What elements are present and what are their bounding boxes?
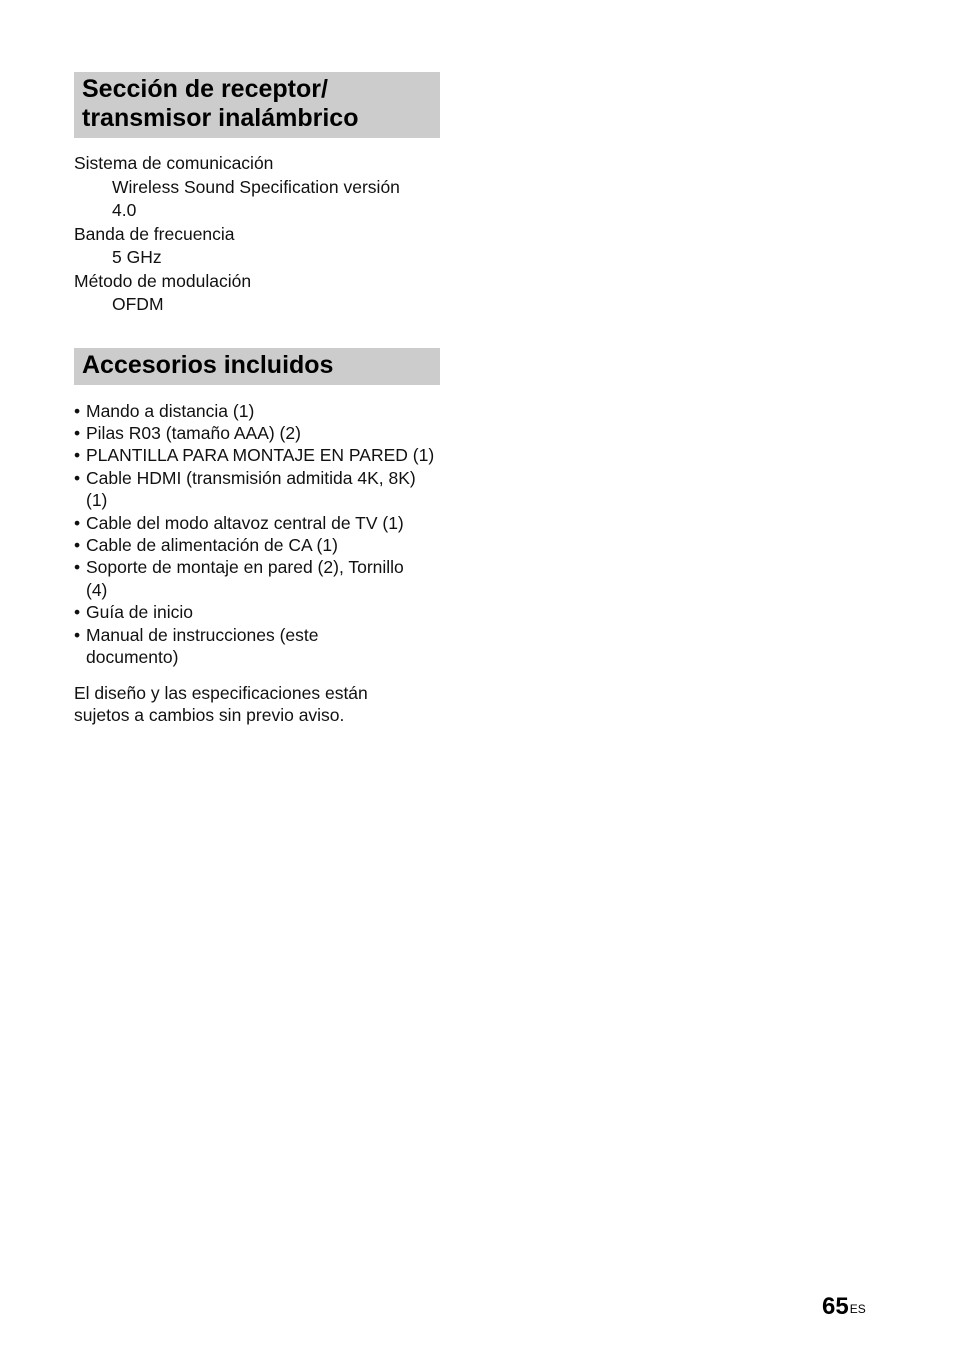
bullet-icon: • bbox=[74, 512, 81, 533]
section-heading-line: Sección de receptor/ bbox=[82, 75, 328, 103]
accessories-list bbox=[74, 400, 440, 669]
list-item bbox=[74, 601, 440, 623]
bullet-icon: • bbox=[74, 602, 81, 623]
spec-label-modulation-method: Método de modulación bbox=[74, 270, 252, 291]
bullet-icon: • bbox=[74, 467, 81, 488]
list-item-text: Cable del modo altavoz central de TV (1) bbox=[86, 512, 404, 533]
bullet-icon: • bbox=[74, 534, 81, 555]
section-heading-line: transmisor inalámbrico bbox=[82, 104, 359, 132]
bullet-icon: • bbox=[74, 422, 81, 443]
spec-label-communication-system: Sistema de comunicación bbox=[74, 153, 274, 173]
list-item bbox=[74, 444, 440, 466]
spec-value-modulation-method: OFDM bbox=[112, 294, 164, 314]
bullet-icon: • bbox=[74, 624, 81, 645]
spec-label-frequency-band: Banda de frecuencia bbox=[74, 223, 235, 244]
section-heading-wireless bbox=[74, 72, 440, 138]
list-item-text-cont: documento) bbox=[86, 646, 179, 667]
spec-value-frequency-band: 5 GHz bbox=[112, 247, 162, 267]
page-number bbox=[822, 1292, 866, 1322]
list-item bbox=[74, 624, 440, 669]
specifications-note bbox=[74, 683, 440, 726]
page-number-value: 65 bbox=[822, 1293, 849, 1320]
wireless-spec-list bbox=[74, 152, 440, 317]
spec-value-communication-system: Wireless Sound Specification versión bbox=[112, 176, 400, 197]
bullet-icon: • bbox=[74, 557, 81, 578]
list-item-text: Mando a distancia (1) bbox=[86, 400, 255, 421]
list-item-text: Cable de alimentación de CA (1) bbox=[86, 534, 338, 555]
page-content-column bbox=[74, 72, 440, 726]
list-item bbox=[74, 512, 440, 534]
section-heading-accessories bbox=[74, 348, 440, 385]
list-item-text: Pilas R03 (tamaño AAA) (2) bbox=[86, 422, 301, 443]
list-item bbox=[74, 467, 440, 512]
page-language-suffix: ES bbox=[849, 1302, 866, 1316]
note-line: sujetos a cambios sin previo aviso. bbox=[74, 704, 345, 725]
list-item bbox=[74, 556, 440, 601]
list-item-text-cont: (4) bbox=[86, 579, 108, 600]
bullet-icon: • bbox=[74, 445, 81, 466]
list-item-text: Soporte de montaje en pared (2), Tornillo bbox=[86, 557, 404, 578]
list-item-text: Cable HDMI (transmisión admitida 4K, 8K) bbox=[86, 467, 416, 488]
list-item-text: Manual de instrucciones (este bbox=[86, 624, 319, 645]
list-item-text: Guía de inicio bbox=[86, 602, 194, 623]
section-heading-line: Accesorios incluidos bbox=[82, 350, 334, 379]
list-item bbox=[74, 534, 440, 556]
list-item-text-cont: (1) bbox=[86, 490, 108, 511]
list-item-text: PLANTILLA PARA MONTAJE EN PARED (1) bbox=[86, 445, 435, 466]
bullet-icon: • bbox=[74, 400, 81, 421]
spec-value-communication-system-cont: 4.0 bbox=[112, 200, 137, 220]
list-item bbox=[74, 422, 440, 444]
note-line: El diseño y las especificaciones están bbox=[74, 683, 368, 704]
list-item bbox=[74, 400, 440, 422]
